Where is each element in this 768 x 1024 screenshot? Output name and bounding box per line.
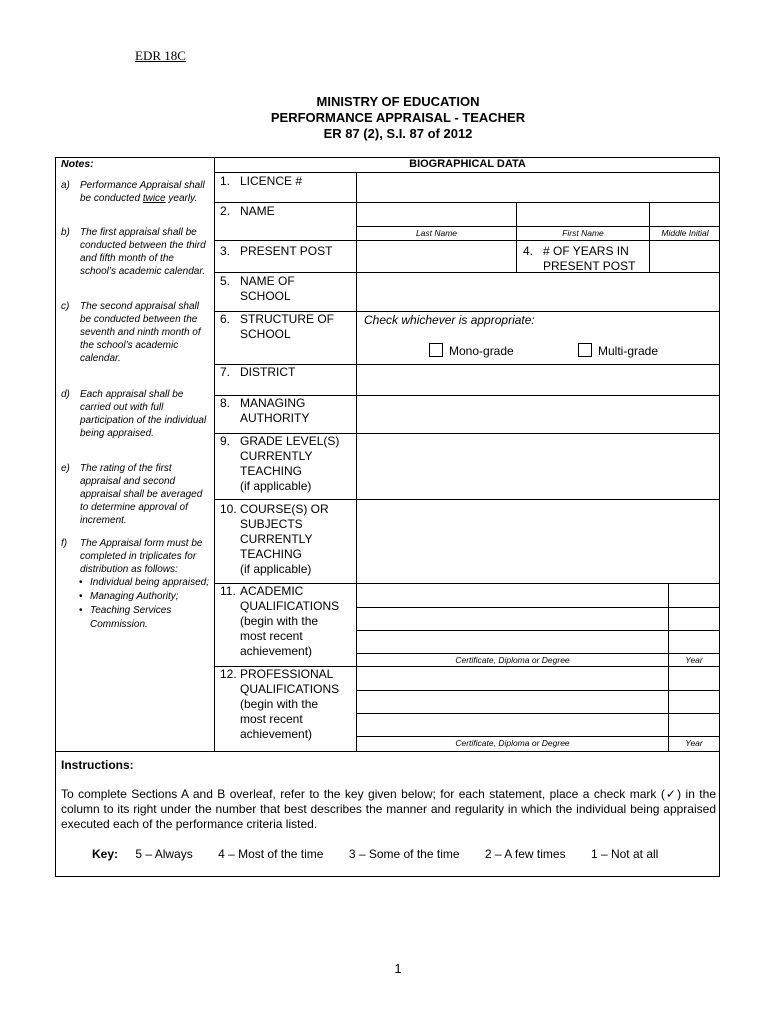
field-label: GRADE LEVEL(S) (240, 434, 340, 448)
multi-grade-option[interactable] (578, 343, 658, 358)
field-label: MANAGING (240, 396, 306, 410)
field-label: AUTHORITY (240, 411, 310, 425)
field-number: 10. (220, 502, 237, 516)
school-name-input[interactable] (357, 273, 720, 311)
note-c (61, 300, 211, 365)
academic-year-input[interactable] (669, 584, 720, 653)
note-letter: e) (61, 463, 70, 474)
field-present-post (220, 244, 332, 259)
field-number: 1. (220, 174, 231, 188)
field-label: most recent (240, 629, 303, 643)
field-label: NAME (240, 204, 275, 218)
field-number: 5. (220, 274, 231, 288)
professional-year-input[interactable] (669, 667, 720, 736)
row-line (356, 653, 720, 654)
note-text: yearly. (165, 193, 198, 204)
list-item: • Teaching Services Commission. (90, 604, 211, 632)
field-professional-qualifications (220, 667, 339, 742)
field-school-name (220, 274, 295, 304)
field-school-structure (220, 312, 334, 342)
field-label: QUALIFICATIONS (240, 599, 340, 613)
field-label: PRESENT POST (543, 259, 636, 273)
field-name (220, 204, 275, 219)
key-label: Key: (92, 847, 119, 861)
academic-qual-caption: Certificate, Diploma or Degree (455, 655, 570, 665)
field-district (220, 365, 295, 380)
present-post-input[interactable] (357, 241, 516, 272)
option-label: Mono-grade (449, 344, 514, 358)
instructions-text: To complete Sections A and B overleaf, refer to the key given below; for each statement, place a check mark (✓) in the column to its right under the number that best describes the manner and regularity in which the individual being appraised executed each of the performance criteria listed. (61, 787, 716, 831)
mono-grade-option[interactable] (429, 343, 514, 358)
field-number: 12. (220, 667, 237, 681)
field-label: most recent (240, 712, 303, 726)
section-line (55, 751, 720, 752)
checkbox[interactable] (429, 343, 443, 357)
field-label: achievement) (240, 644, 313, 658)
field-label: CURRENTLY (240, 532, 313, 546)
option-label: Multi-grade (598, 344, 659, 358)
field-label: # OF YEARS IN (543, 244, 629, 258)
distribution-list (61, 576, 211, 632)
field-label: NAME OF (240, 274, 295, 288)
field-label: achievement) (240, 727, 313, 741)
last-name-input[interactable] (357, 203, 516, 226)
field-label: (begin with the (240, 697, 319, 711)
licence-input[interactable] (357, 173, 720, 202)
field-label: PRESENT POST (240, 244, 333, 258)
document-code: EDR 18C (135, 48, 186, 63)
field-label: (begin with the (240, 614, 319, 628)
note-text: The first appraisal shall be conducted between the third and fifth month of the school’s academic calendar. (80, 227, 206, 277)
key-4: 4 – Most of the time (218, 847, 324, 861)
note-letter: b) (61, 227, 70, 238)
professional-qualifications-input[interactable] (357, 667, 668, 736)
first-name-caption: First Name (562, 228, 604, 238)
field-label: CURRENTLY (240, 449, 313, 463)
courses-input[interactable] (357, 500, 720, 583)
field-label: TEACHING (240, 547, 303, 561)
field-grade-levels (220, 434, 339, 494)
check-prompt: Check whichever is appropriate: (364, 313, 535, 327)
field-label: SCHOOL (240, 289, 291, 303)
field-years-in-post (523, 244, 635, 274)
note-text: The second appraisal shall be conducted between the seventh and ninth month of the school’s academic calendar. (80, 301, 201, 364)
note-a (61, 179, 211, 205)
notes-heading: Notes: (61, 158, 94, 170)
field-label: QUALIFICATIONS (240, 682, 340, 696)
field-number: 3. (220, 244, 231, 258)
key-1: 1 – Not at all (590, 847, 659, 861)
professional-year-caption: Year (685, 738, 703, 748)
note-emphasis: twice (142, 193, 166, 204)
note-letter: a) (61, 180, 70, 191)
note-letter: d) (61, 389, 70, 400)
field-licence (220, 174, 302, 189)
instructions-heading: Instructions: (61, 758, 134, 772)
ministry-title: MINISTRY OF EDUCATION (316, 94, 480, 109)
field-label: ACADEMIC (240, 584, 304, 598)
managing-authority-input[interactable] (357, 396, 720, 433)
field-number: 6. (220, 312, 231, 326)
middle-initial-caption: Middle Initial (661, 228, 709, 238)
years-in-post-input[interactable] (650, 241, 720, 272)
field-number: 7. (220, 365, 231, 379)
regulation-ref: ER 87 (2), S.I. 87 of 2012 (323, 126, 473, 141)
field-number: 8. (220, 396, 231, 410)
row-line (356, 736, 720, 737)
field-courses (220, 502, 329, 577)
field-number: 2. (220, 204, 231, 218)
key-3: 3 – Some of the time (348, 847, 460, 861)
field-label: TEACHING (240, 464, 303, 478)
field-number: 4. (523, 244, 534, 258)
note-d (61, 388, 211, 440)
biographical-heading: BIOGRAPHICAL DATA (409, 158, 526, 170)
field-label: DISTRICT (240, 365, 296, 379)
note-letter: c) (61, 301, 70, 312)
field-label: SCHOOL (240, 327, 291, 341)
checkbox[interactable] (578, 343, 592, 357)
professional-qual-caption: Certificate, Diploma or Degree (455, 738, 570, 748)
field-label: PROFESSIONAL (240, 667, 334, 681)
row-line (356, 226, 720, 227)
academic-year-caption: Year (685, 655, 703, 665)
note-e (61, 462, 211, 527)
key-5: 5 – Always (135, 847, 193, 861)
field-label: SUBJECTS (240, 517, 303, 531)
field-number: 9. (220, 434, 231, 448)
list-item: • Individual being appraised; (90, 576, 211, 590)
field-label: COURSE(S) OR (240, 502, 329, 516)
page-number: 1 (394, 961, 402, 976)
field-label: (if applicable) (240, 562, 312, 576)
district-input[interactable] (357, 365, 720, 395)
middle-initial-input[interactable] (650, 203, 720, 226)
field-number: 11. (220, 584, 236, 598)
notes-divider (214, 157, 215, 752)
grade-levels-input[interactable] (357, 434, 720, 499)
last-name-caption: Last Name (415, 228, 458, 238)
note-text: The rating of the first appraisal and second appraisal shall be averaged to determine approval of increment. (80, 463, 203, 526)
form-title: PERFORMANCE APPRAISAL - TEACHER (270, 110, 526, 125)
note-f (61, 537, 211, 632)
field-label: (if applicable) (240, 479, 312, 493)
note-text: Each appraisal shall be carried out with full participation of the individual being appraised. (80, 389, 207, 439)
field-academic-qualifications (220, 584, 339, 659)
key-2: 2 – A few times (484, 847, 566, 861)
note-text: The Appraisal form must be completed in triplicates for distribution as follows: (80, 538, 203, 575)
field-label: STRUCTURE OF (240, 312, 334, 326)
note-letter: f) (61, 538, 68, 549)
note-text: Performance Appraisal shall be conducted (80, 180, 205, 204)
list-item: • Managing Authority; (90, 590, 211, 604)
field-label: LICENCE # (240, 174, 303, 188)
field-managing-authority (220, 396, 309, 426)
academic-qualifications-input[interactable] (357, 584, 668, 653)
rating-key (92, 847, 658, 861)
first-name-input[interactable] (517, 203, 649, 226)
note-b (61, 226, 211, 278)
